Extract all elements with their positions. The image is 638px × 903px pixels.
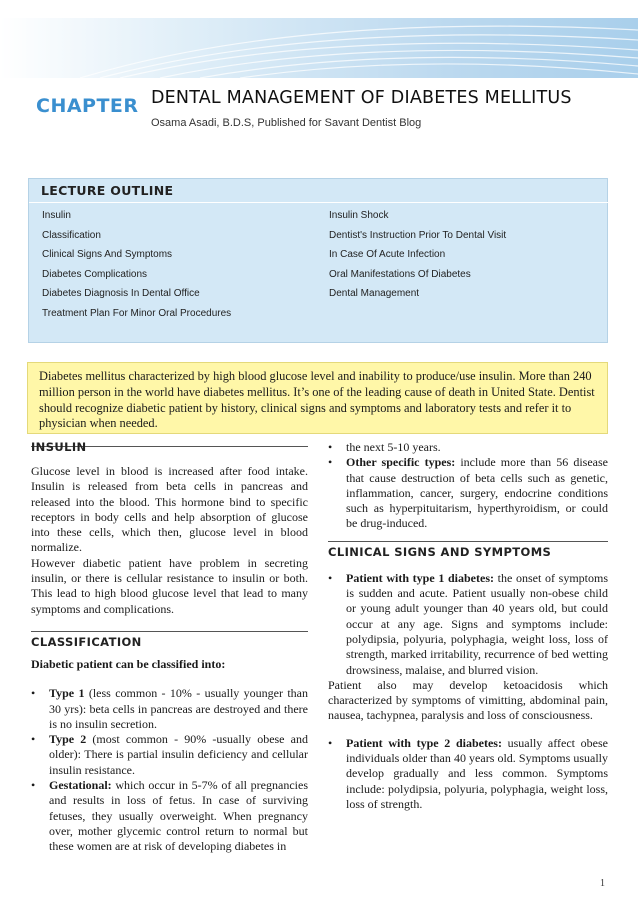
lecture-outline-heading: LECTURE OUTLINE — [41, 183, 174, 198]
list-item-text: (most common - 90% -usually obese and older): There is partial insulin deficiency and cellular insulin resistance. — [49, 732, 308, 777]
chapter-tag: CHAPTER — [36, 95, 139, 117]
list-item-term: Type 1 — [49, 686, 85, 701]
left-column — [31, 440, 308, 884]
section-rule — [328, 541, 608, 542]
list-item — [328, 440, 608, 455]
list-item-text: the onset of symptoms is sudden and acute. Patient usually non-obese child or young adult younger than 40 years old, but could occur at any age. Signs and symptoms include: polydipsia, polyuria, polyphagia, weight loss, loss of strength, marked irritability, recurrence of bed wetting drowsiness, malaise, and blurred vision. — [346, 570, 608, 677]
outline-item: Oral Manifestations Of Diabetes — [329, 268, 471, 280]
author-line: Osama Asadi, B.D.S, Published for Savant Dentist Blog — [151, 117, 422, 129]
page-title: DENTAL MANAGEMENT OF DIABETES MELLITUS — [151, 88, 572, 108]
classification-list — [31, 686, 308, 884]
list-item-text: which occur in 5-7% of all pregnancies and results in loss of fetus. In case of surviving fetuses, they usually overweight. When pregnancy over, mother glycemic control return to normal but these women are at risk of developing diabetes in — [49, 778, 308, 854]
outline-left-list — [42, 210, 231, 327]
insulin-paragraph-2: However diabetic patient have problem in secreting insulin, or there is cellular resistance to insulin or both. This lead to high blood glucose level that lead to many symptoms and complications. — [31, 555, 308, 616]
abstract-box: Diabetes mellitus characterized by high blood glucose level and inability to produce/use insulin. More than 240 million person in the world have diabetes mellitus. It’s one of the leading cause of death in United State. Dentist should recognize diabetic patient by history, clinical signs and symptoms and laboratory tests and refer it to physician when needed. — [27, 362, 608, 434]
outline-item: Insulin — [42, 210, 71, 221]
section-heading-insulin: INSULIN — [31, 440, 87, 454]
list-item-term: Patient with type 1 diabetes: — [346, 570, 494, 585]
classification-intro — [31, 657, 308, 672]
list-item — [328, 736, 608, 812]
outline-item: Classification — [42, 229, 101, 241]
list-item-term: Other specific types: — [346, 455, 456, 470]
page-number: 1 — [600, 878, 605, 889]
section-heading-clinical: CLINICAL SIGNS AND SYMPTOMS — [328, 544, 552, 559]
header-band — [0, 18, 638, 78]
right-column — [328, 440, 608, 812]
lecture-outline-box — [28, 178, 608, 343]
list-item — [31, 732, 308, 778]
classification-list-continued — [328, 440, 608, 532]
outline-item: Treatment Plan For Minor Oral Procedures — [42, 307, 232, 319]
list-item-text: usually affect obese individuals older than 40 years old. Symptoms usually develop gradually and less common. Symptoms include: polydipsia, polyuria, polyphagia, weight loss, loss of strength. — [346, 735, 608, 811]
clinical-list-2 — [328, 736, 608, 812]
list-item-term: Type 2 — [49, 732, 87, 747]
list-item-term: Patient with type 2 diabetes: — [346, 735, 502, 750]
outline-item: Insulin Shock — [329, 210, 389, 221]
outline-right-list — [329, 210, 506, 308]
clinical-list — [328, 571, 608, 678]
list-item-text: include more than 56 disease that cause destruction of beta cells such as genetic, inflammation, cancer, surgery, endocrine conditions such as hyperpituitarism, hyperthyroidism, or could be drug-induced. — [346, 455, 608, 531]
section-heading-classification: CLASSIFICATION — [31, 634, 142, 649]
outline-item: Dentist's Instruction Prior To Dental Visit — [329, 229, 507, 241]
list-item — [328, 571, 608, 678]
outline-item: In Case Of Acute Infection — [329, 249, 446, 260]
header-wave-graphic — [0, 18, 638, 78]
insulin-paragraph-1: Glucose level in blood is increased after food intake. Insulin is released from beta cells in pancreas and released into the blood. This hormone bind to specific receptors in body cells and help absorption of glucose into these cells, which then, glucose level in blood normalize. — [31, 464, 308, 555]
list-item-term: Gestational: — [49, 778, 112, 793]
outline-divider — [29, 202, 609, 203]
list-item-text: (less common - 10% - usually younger than 30 yrs): beta cells in pancreas are destroyed and there is no insulin secretion. — [49, 686, 308, 731]
outline-item: Diabetes Diagnosis In Dental Office — [42, 288, 200, 299]
outline-item: Dental Management — [329, 288, 420, 299]
list-item — [31, 778, 308, 884]
list-item-continuation: the next 5-10 years. — [346, 440, 441, 454]
section-rule — [31, 631, 308, 632]
ketoacidosis-paragraph: Patient also may develop ketoacidosis which characterized by symptoms of vimitting, abdominal pain, nausea, tachypnea, paralysis and loss of consciousness. — [328, 677, 608, 723]
list-item — [31, 686, 308, 732]
list-item — [328, 455, 608, 531]
outline-item: Diabetes Complications — [42, 268, 148, 280]
outline-item: Clinical Signs And Symptoms — [42, 249, 173, 260]
classification-intro-text: Diabetic patient can be classified into: — [31, 656, 226, 671]
